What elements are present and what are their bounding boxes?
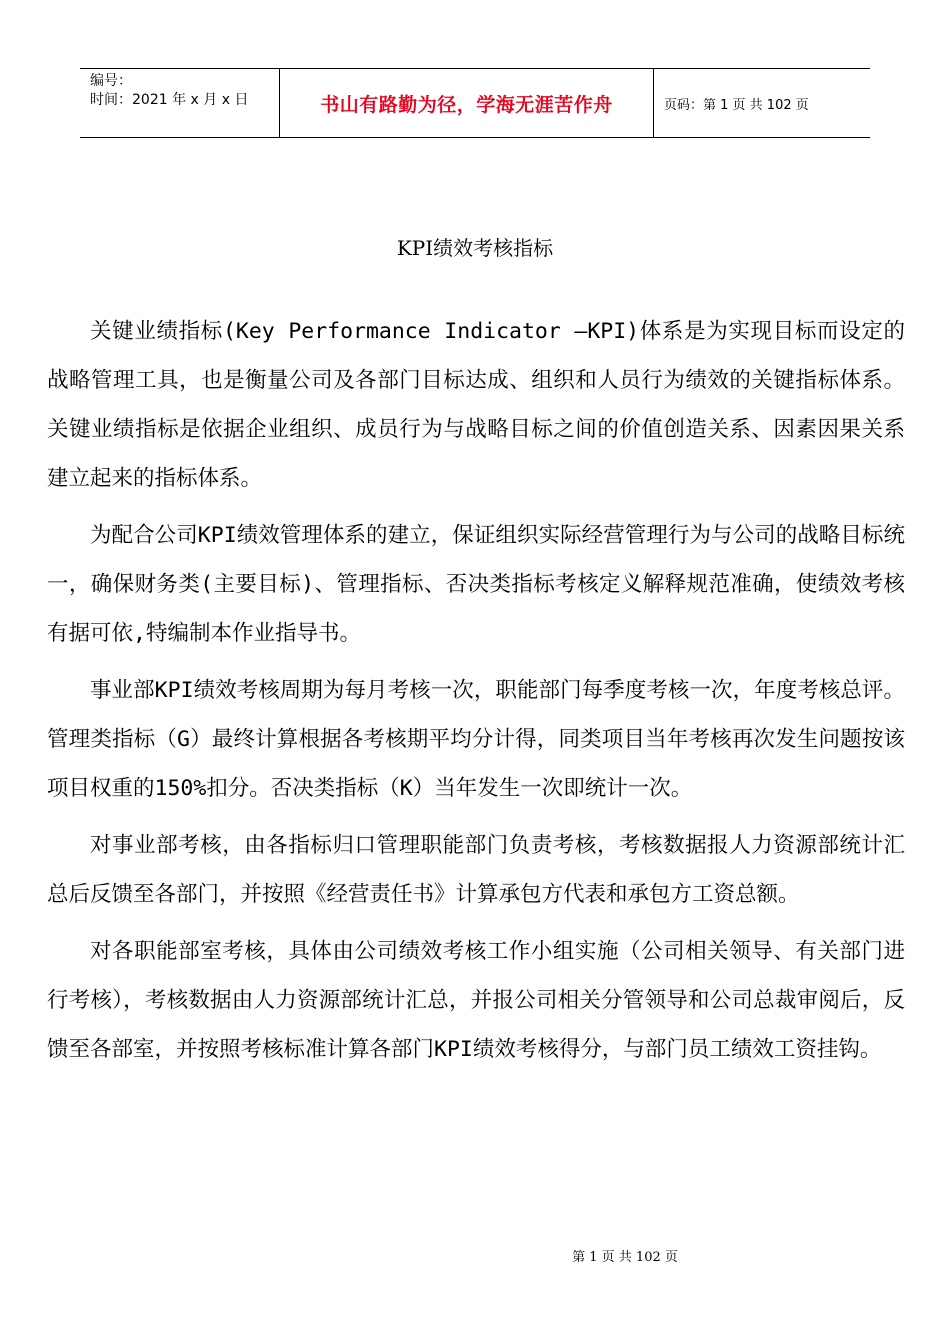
paragraph: 关键业绩指标(Key Performance Indicator —KPI)体系是为实现目标而设定的战略管理工具，也是衡量公司及各部门目标达成、组织和人员行为绩效的关键指标体系。关键业绩指标是依据企业组织、成员行为与战略目标之间的价值创造关系、因素因果关系建立起来的指标体系。	[47, 319, 905, 491]
document-body	[47, 307, 905, 1082]
document-header	[80, 68, 870, 138]
header-meta-cell	[80, 69, 280, 137]
paragraph: 事业部KPI绩效考核周期为每月考核一次，职能部门每季度考核一次，年度考核总评。管理类指标（G）最终计算根据各考核期平均分计得，同类项目当年考核再次发生问题按该项目权重的150%扣分。否决类指标（K）当年发生一次即统计一次。	[47, 678, 905, 801]
document-title: KPI绩效考核指标	[396, 236, 554, 260]
document-number-label: 编号：	[90, 73, 132, 89]
paragraph: 对事业部考核，由各指标归口管理职能部门负责考核，考核数据报人力资源部统计汇总后反馈至各部门，并按照《经营责任书》计算承包方代表和承包方工资总额。	[47, 833, 905, 907]
paragraph: 为配合公司KPI绩效管理体系的建立，保证组织实际经营管理行为与公司的战略目标统一，确保财务类(主要目标)、管理指标、否决类指标考核定义解释规范准确，使绩效考核有据可依,特编制本作业指导书。	[47, 523, 905, 646]
page-footer: 第 1 页 共 102 页	[572, 1250, 678, 1265]
header-page-number: 页码：第 1 页 共 102 页	[664, 97, 809, 113]
paragraph: 对各职能部室考核，具体由公司绩效考核工作小组实施（公司相关领导、有关部门进行考核），考核数据由人力资源部统计汇总，并报公司相关分管领导和公司总裁审阅后，反馈至各部室，并按照考核标准计算各部门KPI绩效考核得分，与部门员工绩效工资挂钩。	[47, 939, 905, 1062]
document-time-label: 时间：2021 年 x 月 x 日	[90, 92, 249, 108]
header-motto: 书山有路勤为径，学海无涯苦作舟	[280, 69, 654, 137]
